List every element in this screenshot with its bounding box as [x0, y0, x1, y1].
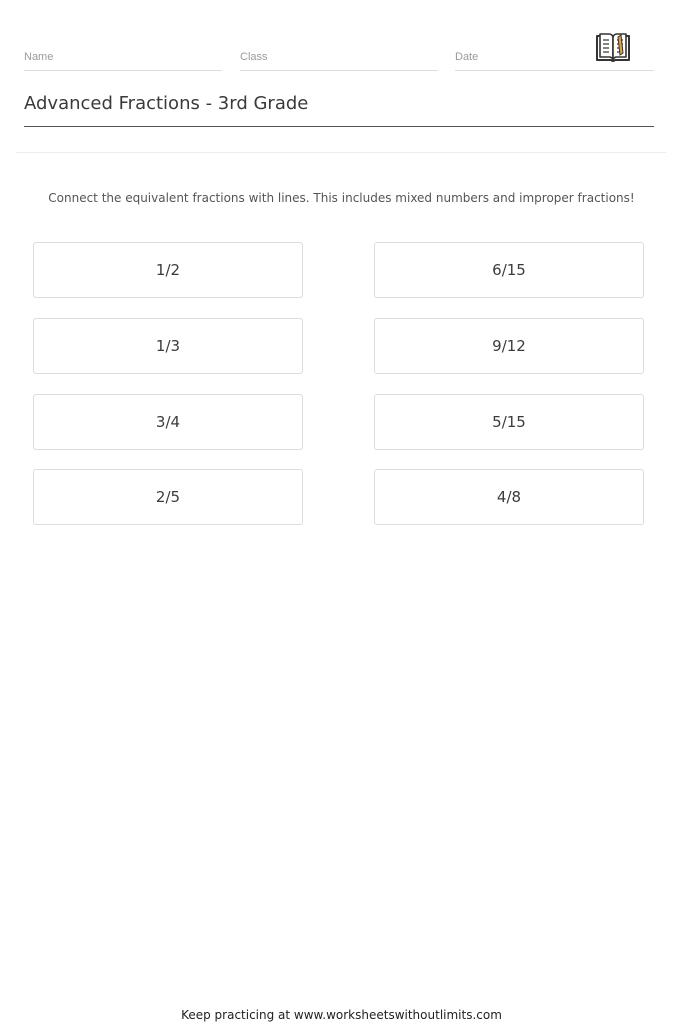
right-fraction-3[interactable]: 5/15 — [374, 394, 644, 450]
name-field[interactable] — [24, 44, 222, 71]
section-divider — [16, 152, 666, 153]
left-fraction-2[interactable]: 1/3 — [33, 318, 303, 374]
right-fraction-2[interactable]: 9/12 — [374, 318, 644, 374]
footer-text: Keep practicing at www.worksheetswithoutlimits.com — [181, 1008, 502, 1022]
worksheet-title: Advanced Fractions - 3rd Grade — [24, 93, 309, 114]
right-fraction-4[interactable]: 4/8 — [374, 469, 644, 525]
left-fraction-1[interactable]: 1/2 — [33, 242, 303, 298]
date-label: Date — [455, 51, 479, 63]
left-fraction-4[interactable]: 2/5 — [33, 469, 303, 525]
name-label: Name — [24, 51, 54, 63]
left-fraction-3[interactable]: 3/4 — [33, 394, 303, 450]
title-block — [24, 90, 654, 127]
instructions: Connect the equivalent fractions with lines. This includes mixed numbers and improper fractions! — [48, 191, 635, 205]
right-fraction-1[interactable]: 6/15 — [374, 242, 644, 298]
class-label: Class — [240, 51, 268, 63]
open-book-icon — [595, 30, 631, 64]
class-field[interactable] — [240, 44, 438, 71]
header-fields — [24, 44, 654, 72]
